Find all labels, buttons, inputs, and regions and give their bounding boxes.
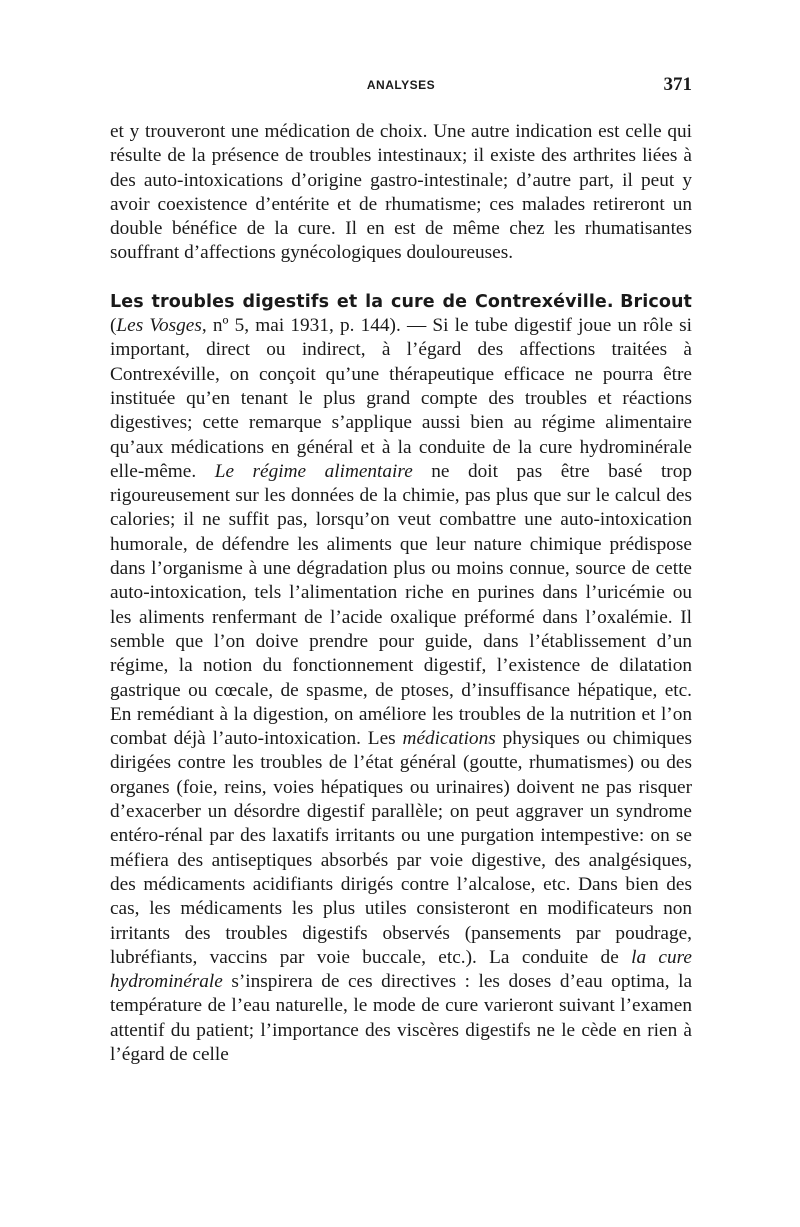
source-details: , nº 5, mai 1931, p. 144). — [201, 315, 401, 337]
page-number: 371 — [663, 74, 692, 95]
source-open-paren: ( — [110, 315, 117, 337]
running-title: ANALYSES — [366, 78, 436, 92]
abstract-text-2: ne doit pas être basé trop rigoureusement sur les données de la chimie, pas plus que sur le calcul des calories; il ne suffit pas, lorsqu’on veut combattre une auto-intoxication humorale, de défendre les aliments que leur nature chimique prédispose dans l’organisme à une dégradation plus ou moins connue, source de cette auto-intoxication, tels l’alimentation riche en purines dans l’uricémie ou les aliments renfermant de l’acide oxalique préformé dans l’oxalémie. Il semble que l’on doive prendre pour guide, dans l’établissement d’un régime, la notion du fonctionnement digestif, l’existence de dilatation gastrique ou cœcale, de spasme, de ptoses, d’insuffisance hépatique, etc. En remédiant à la digestion, on améliore les troubles de la nutrition et l’on combat déjà l’auto-intoxication. Les — [110, 460, 693, 750]
paragraph-continuation: et y trouveront une médication de choix. Une autre indication est celle qui résulte de la présence de troubles intestinaux; il existe des arthrites liées à des auto-intoxications d’origine gastro-intestinale; d’autre part, il peut y avoir coexistence d’entérite et de rhumatisme; ces malades retireront un double bénéfice de la cure. Il en est de même chez les rhumatisantes souffrant d’affections gynécologiques douloureuses. — [110, 121, 692, 264]
abstract-emphasis-cure: la cure hydrominérale — [110, 946, 692, 993]
article-title: Les troubles digestifs et la cure de Contrexéville. — [110, 291, 614, 312]
running-header — [110, 74, 692, 102]
abstract-emphasis-medications: médications — [402, 728, 496, 750]
article-abstract — [110, 290, 692, 1068]
source-periodical: Les Vosges — [116, 315, 202, 337]
abstract-text-3: physiques ou chimiques dirigées contre les troubles de l’état général (goutte, rhumatismes) ou des organes (foie, reins, voies hépatiques ou urinaires) doivent ne pas risquer d’exacerber un désordre digestif parallèle; on peut aggraver un syndrome entéro-rénal par des laxatifs irritants ou une purgation intempestive: on se méfiera des antiseptiques absorbés par voie digestive, des analgésiques, des médicaments acidifiants dirigés contre l’alcalose, etc. Dans bien des cas, les médicaments les plus utiles consisteront en modificateurs non irritants des troubles digestifs observés (pansements par poudrage, lubréfiants, vaccins par voie buccale, etc.). La conduite de — [110, 728, 692, 968]
em-dash: — — [400, 315, 433, 337]
article-author: Bricout — [620, 291, 692, 312]
abstract-text-4: s’inspirera de ces directives : les doses d’eau optima, la température de l’eau naturelle, le mode de cure varieront suivant l’examen attentif du patient; l’importance des viscères digestifs ne le cède en rien à l’égard de celle — [110, 971, 692, 1065]
body-text — [110, 120, 692, 1067]
abstract-emphasis-regime: Le régime alimentaire — [214, 460, 413, 482]
abstract-text-1: Si le tube digestif joue un rôle si important, direct ou indirect, à l’égard des affections traitées à Contrexéville, on conçoit qu’une thérapeutique efficace ne pourra être instituée qu’en tenant le plus grand compte des troubles et réactions digestives; cette remarque s’applique aussi bien au régime alimentaire qu’aux médications en général et à la conduite de la cure hydrominérale elle-même. — [110, 315, 692, 482]
